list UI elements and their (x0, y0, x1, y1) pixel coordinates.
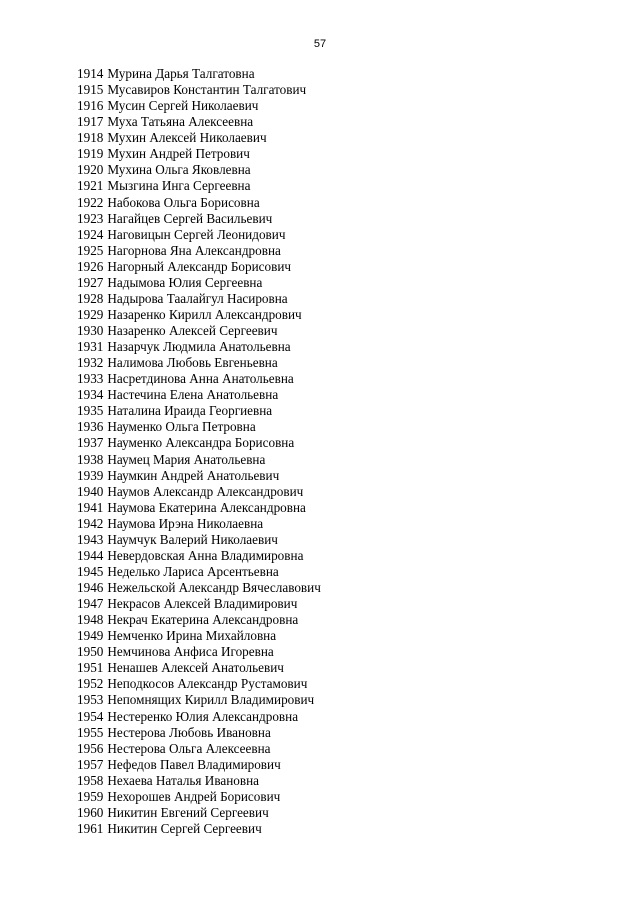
entry-number: 1931 (77, 339, 104, 355)
entry-number: 1946 (77, 580, 104, 595)
list-item (77, 291, 321, 307)
entry-name: Наталина Ираида Георгиевна (107, 403, 273, 419)
entry-number: 1932 (77, 355, 104, 371)
entry-number: 1925 (77, 242, 104, 258)
entry-number: 1920 (77, 162, 104, 178)
list-item (77, 532, 321, 548)
list-item (77, 275, 321, 291)
entry-number: 1947 (77, 596, 104, 612)
entry-name: Надырова Таалайгул Насировна (107, 290, 288, 306)
entry-number: 1942 (77, 515, 104, 531)
entry-name: Нестеренко Юлия Александровна (107, 708, 299, 724)
entry-name: Нагорный Александр Борисович (107, 258, 292, 274)
entry-name: Мусин Сергей Николаевич (107, 98, 259, 114)
entry-number: 1934 (77, 387, 104, 403)
entry-number: 1959 (77, 788, 104, 804)
entry-number: 1930 (77, 323, 104, 338)
entry-name: Никитин Сергей Сергеевич (107, 820, 262, 836)
page-number: 57 (313, 38, 327, 50)
list-item (77, 725, 321, 741)
list-item (77, 548, 321, 564)
entry-name: Назаренко Кирилл Александрович (107, 306, 302, 322)
list-item (77, 580, 321, 596)
entry-name: Налимова Любовь Евгеньевна (107, 355, 278, 371)
list-item (77, 644, 321, 660)
entry-number: 1940 (77, 483, 104, 499)
entry-number: 1950 (77, 644, 104, 660)
entry-name: Насретдинова Анна Анатольевна (107, 371, 294, 387)
entry-number: 1954 (77, 708, 104, 724)
entry-name: Набокова Ольга Борисовна (107, 194, 260, 210)
entry-name: Назаренко Алексей Сергеевич (107, 323, 278, 338)
list-item (77, 195, 321, 211)
entry-number: 1949 (77, 628, 104, 644)
entry-name: Настечина Елена Анатольевна (107, 387, 279, 403)
list-item (77, 130, 321, 146)
entry-number: 1924 (77, 226, 104, 242)
entry-number: 1921 (77, 178, 104, 194)
list-item (77, 162, 321, 178)
list-item (77, 178, 321, 194)
list-item (77, 227, 321, 243)
list-item (77, 516, 321, 532)
entry-name: Немченко Ирина Михайловна (107, 628, 277, 644)
entry-number: 1941 (77, 499, 104, 515)
list-item (77, 660, 321, 676)
entry-name: Нестерова Любовь Ивановна (107, 724, 271, 740)
list-item (77, 98, 321, 114)
entry-number: 1923 (77, 210, 104, 226)
list-item (77, 387, 321, 403)
entry-number: 1933 (77, 371, 104, 387)
entry-name: Некрач Екатерина Александровна (107, 612, 299, 628)
entry-number: 1958 (77, 772, 104, 788)
list-item (77, 371, 321, 387)
entry-number: 1926 (77, 258, 104, 274)
list-item (77, 612, 321, 628)
entry-number: 1943 (77, 531, 104, 547)
entry-name: Некрасов Алексей Владимирович (107, 596, 298, 612)
list-item (77, 596, 321, 612)
list-item (77, 773, 321, 789)
entry-name: Наумова Ирэна Николаевна (107, 515, 264, 531)
entry-number: 1951 (77, 660, 104, 676)
list-item (77, 259, 321, 275)
entry-number: 1939 (77, 467, 104, 483)
entry-number: 1919 (77, 146, 104, 162)
entry-number: 1935 (77, 403, 104, 419)
list-item (77, 307, 321, 323)
list-item (77, 741, 321, 757)
entry-name: Мызгина Инга Сергеевна (107, 178, 251, 194)
list-item (77, 114, 321, 130)
list-item (77, 452, 321, 468)
entry-name: Мусавиров Константин Талгатович (107, 82, 307, 98)
list-item (77, 789, 321, 805)
entry-name: Наговицын Сергей Леонидович (107, 226, 286, 242)
entry-name: Никитин Евгений Сергеевич (107, 804, 269, 820)
list-item (77, 676, 321, 692)
list-item (77, 355, 321, 371)
entry-number: 1948 (77, 612, 104, 628)
entry-number: 1955 (77, 724, 104, 740)
entry-number: 1945 (77, 563, 104, 579)
list-item (77, 323, 321, 339)
entry-name: Наумов Александр Александрович (107, 483, 304, 499)
entry-number: 1915 (77, 82, 104, 98)
entry-name: Наумец Мария Анатольевна (107, 451, 266, 467)
entry-number: 1956 (77, 740, 104, 756)
entry-number: 1953 (77, 692, 104, 708)
entry-name: Науменко Ольга Петровна (107, 419, 256, 435)
entry-number: 1918 (77, 130, 104, 146)
list-item (77, 628, 321, 644)
entry-number: 1938 (77, 451, 104, 467)
list-item (77, 435, 321, 451)
entry-name: Немчинова Анфиса Игоревна (107, 644, 274, 660)
list-item (77, 821, 321, 837)
entry-name: Неделько Лариса Арсентьевна (107, 563, 279, 579)
entry-number: 1936 (77, 419, 104, 435)
list-item (77, 500, 321, 516)
entry-name: Невердовская Анна Владимировна (107, 547, 304, 563)
list-item (77, 468, 321, 484)
entry-name: Мурина Дарья Талгатовна (107, 66, 255, 81)
list-item (77, 339, 321, 355)
list-item (77, 564, 321, 580)
entry-name: Надымова Юлия Сергеевна (107, 274, 263, 290)
entry-number: 1914 (77, 66, 104, 81)
entry-name: Нехорошев Андрей Борисович (107, 788, 281, 804)
entry-name: Мухин Андрей Петрович (107, 146, 250, 162)
list-item (77, 243, 321, 259)
entry-name: Нехаева Наталья Ивановна (107, 772, 260, 788)
entry-number: 1922 (77, 194, 104, 210)
entry-name: Мухин Алексей Николаевич (107, 130, 267, 146)
entry-name: Нагорнова Яна Александровна (107, 242, 281, 258)
entry-number: 1928 (77, 290, 104, 306)
entry-number: 1944 (77, 547, 104, 563)
entry-number: 1917 (77, 114, 104, 130)
list-item (77, 146, 321, 162)
list-item (77, 692, 321, 708)
entry-name: Неподкосов Александр Рустамович (107, 676, 308, 692)
entry-name: Наумова Екатерина Александровна (107, 499, 306, 515)
entry-name: Нестерова Ольга Алексеевна (107, 740, 271, 756)
entry-name: Науменко Александра Борисовна (107, 435, 295, 451)
list-item (77, 484, 321, 500)
list-item (77, 211, 321, 227)
entry-number: 1957 (77, 756, 104, 772)
entry-name: Нежельской Александр Вячеславович (107, 580, 321, 595)
list-item (77, 709, 321, 725)
entry-number: 1952 (77, 676, 104, 692)
entry-name: Муха Татьяна Алексеевна (107, 114, 254, 130)
list-item (77, 82, 321, 98)
list-item (77, 403, 321, 419)
list-item (77, 757, 321, 773)
list-item (77, 66, 321, 82)
entry-name: Назарчук Людмила Анатольевна (107, 339, 291, 355)
entry-number: 1937 (77, 435, 104, 451)
entry-number: 1916 (77, 98, 104, 114)
entry-name: Непомнящих Кирилл Владимирович (107, 692, 315, 708)
entry-name: Наумчук Валерий Николаевич (107, 531, 278, 547)
entry-number: 1929 (77, 306, 104, 322)
entry-number: 1961 (77, 820, 104, 836)
list-item (77, 805, 321, 821)
entry-name: Нагайцев Сергей Васильевич (107, 210, 273, 226)
name-list (77, 66, 321, 837)
list-item (77, 419, 321, 435)
entry-name: Ненашев Алексей Анатольевич (107, 660, 284, 676)
entry-name: Нефедов Павел Владимирович (107, 756, 281, 772)
entry-name: Мухина Ольга Яковлевна (107, 162, 251, 178)
entry-name: Наумкин Андрей Анатольевич (107, 467, 280, 483)
entry-number: 1960 (77, 804, 104, 820)
entry-number: 1927 (77, 274, 104, 290)
